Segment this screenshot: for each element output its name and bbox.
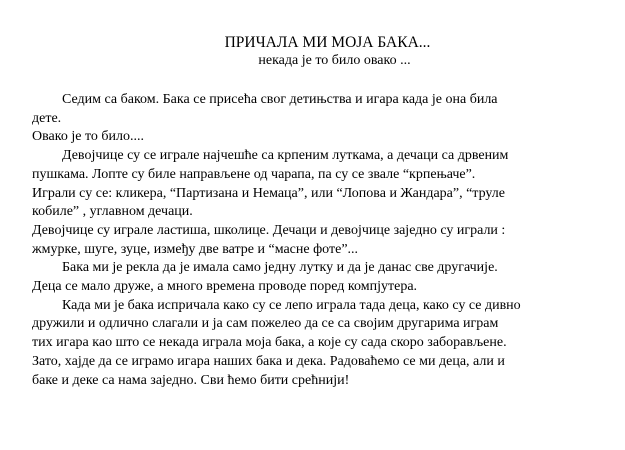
text-line: Бака ми је рекла да је имала само једну лутку и да је данас све другачије. [62,260,498,276]
text-line: дружили и одлично слагали и ја сам пожелео да се са својим другарима играм [32,316,499,332]
text-line: Девојчице су се играле најчешће са крпеним луткама, а дечаци са дрвеним [62,148,509,164]
text-line: Девојчице су играле ластиша, школице. Дечаци и девојчице заједно су играли : [32,222,506,238]
text-line: Играли су се: кликера, “Партизана и Немаца”, или “Лопова и Жандара”, “труле [32,185,505,201]
text-line: Седим са баком. Бака се присећа свог детињства и игара када је она била [62,92,498,107]
document-subtitle: некада је то било овако ... [258,53,411,68]
text-line: тих игара као што се некада играла моја бака, а које су сада скоро заборављене. [32,335,507,351]
document-title: ПРИЧАЛА МИ МОЈА БАКА... [224,34,431,51]
text-line: баке и деке са нама заједно. Сви ћемо бити срећнији! [32,372,350,388]
text-line: дете. [32,110,62,126]
text-line: Зато, хајде да се играмо игара наших бака и дека. Радоваћемо се ми деца, али и [32,353,505,369]
text-line: Овако је то било.... [32,129,144,145]
text-line: жмурке, шуге, зуце, између две ватре и “масне фоте”... [32,241,359,257]
text-line: пушкама. Лопте су биле направљене од чарапа, па су се звале “крпењаче”. [32,166,476,182]
document-body [32,91,615,390]
text-line: Деца се мало друже, а много времена проводе поред компјутера. [32,279,418,295]
text-line: Када ми је бака испричала како су се лепо играла тада деца, како су се дивно [62,297,521,313]
text-line: кобиле” , углавном дечаци. [32,204,193,220]
